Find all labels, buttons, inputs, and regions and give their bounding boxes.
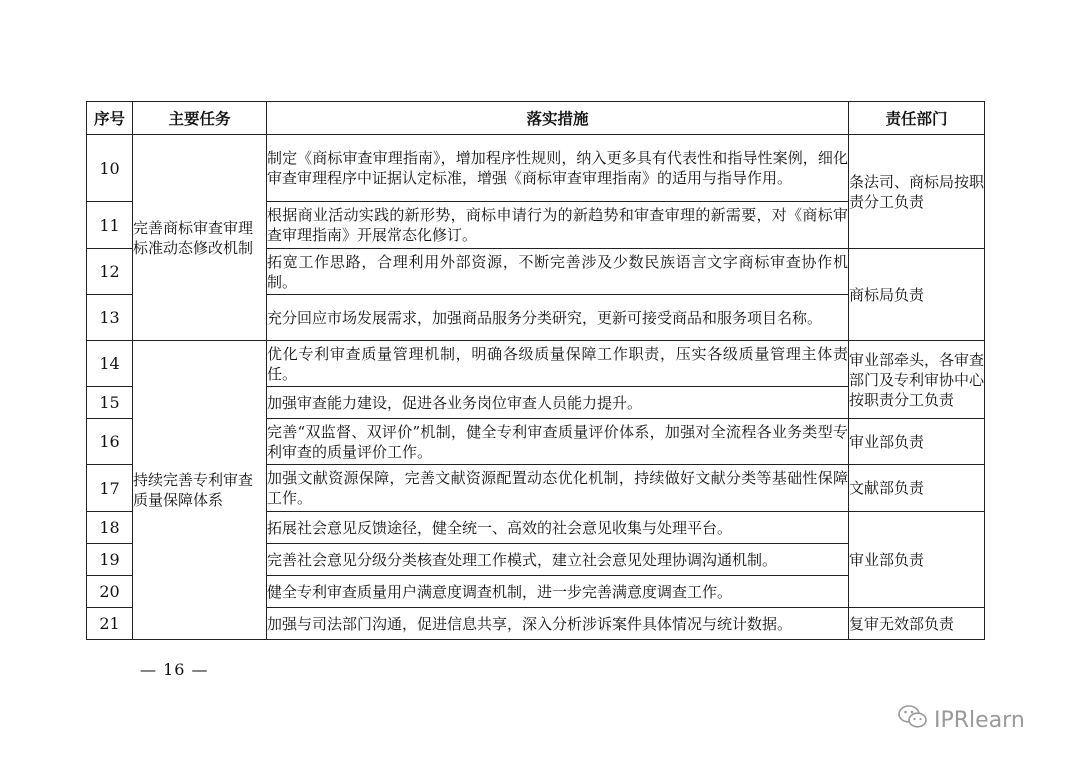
measure-text: 健全专利审查质量用户满意度调查机制，进一步完善满意度调查工作。	[267, 576, 849, 608]
header-dept: 责任部门	[849, 102, 985, 135]
row-number: 18	[87, 512, 133, 544]
measure-text: 加强文献资源保障，完善文献资源配置动态优化机制，持续做好文献分类等基础性保障工作。	[267, 465, 849, 512]
measures-table	[86, 101, 985, 640]
row-number: 19	[87, 544, 133, 576]
dept-text: 审业部负责	[849, 419, 985, 465]
measure-text: 加强审查能力建设，促进各业务岗位审查人员能力提升。	[267, 387, 849, 419]
row-number: 12	[87, 249, 133, 295]
page-number: — 16 —	[140, 660, 209, 679]
dept-text: 复审无效部负责	[849, 608, 985, 640]
watermark	[898, 704, 1025, 736]
watermark-text: IPRlearn	[934, 707, 1025, 733]
measure-text: 完善社会意见分级分类核查处理工作模式，建立社会意见处理协调沟通机制。	[267, 544, 849, 576]
row-number: 14	[87, 341, 133, 387]
measure-text: 拓展社会意见反馈途径，健全统一、高效的社会意见收集与处理平台。	[267, 512, 849, 544]
row-number: 10	[87, 135, 133, 202]
dept-text: 审业部牵头，各审查部门及专利审协中心按职责分工负责	[849, 341, 985, 419]
task-trademark-standards: 完善商标审查审理标准动态修改机制	[133, 135, 267, 341]
row-number: 20	[87, 576, 133, 608]
measure-text: 充分回应市场发展需求，加强商品服务分类研究，更新可接受商品和服务项目名称。	[267, 295, 849, 341]
table-row	[87, 135, 985, 202]
task-patent-quality: 持续完善专利审查质量保障体系	[133, 341, 267, 640]
row-number: 16	[87, 419, 133, 465]
dept-text: 文献部负责	[849, 465, 985, 512]
header-task: 主要任务	[133, 102, 267, 135]
table-row	[87, 341, 985, 387]
measure-text: 制定《商标审查审理指南》，增加程序性规则，纳入更多具有代表性和指导性案例，细化审查审理程序中证据认定标准，增强《商标审查审理指南》的适用与指导作用。	[267, 135, 849, 202]
wechat-icon	[898, 704, 934, 736]
measure-text: 根据商业活动实践的新形势，商标申请行为的新趋势和审查审理的新需要，对《商标审查审理指南》开展常态化修订。	[267, 202, 849, 249]
row-number: 11	[87, 202, 133, 249]
row-number: 17	[87, 465, 133, 512]
measure-text: 优化专利审查质量管理机制，明确各级质量保障工作职责，压实各级质量管理主体责任。	[267, 341, 849, 387]
dept-text: 审业部负责	[849, 512, 985, 608]
row-number: 13	[87, 295, 133, 341]
row-number: 15	[87, 387, 133, 419]
row-number: 21	[87, 608, 133, 640]
measure-text: 拓宽工作思路，合理利用外部资源，不断完善涉及少数民族语言文字商标审查协作机制。	[267, 249, 849, 295]
table-header-row	[87, 102, 985, 135]
measure-text: 完善“双监督、双评价”机制，健全专利审查质量评价体系，加强对全流程各业务类型专利审查的质量评价工作。	[267, 419, 849, 465]
dept-text: 商标局负责	[849, 249, 985, 341]
dept-text: 条法司、商标局按职责分工负责	[849, 135, 985, 249]
header-no: 序号	[87, 102, 133, 135]
header-measure: 落实措施	[267, 102, 849, 135]
measure-text: 加强与司法部门沟通，促进信息共享，深入分析涉诉案件具体情况与统计数据。	[267, 608, 849, 640]
